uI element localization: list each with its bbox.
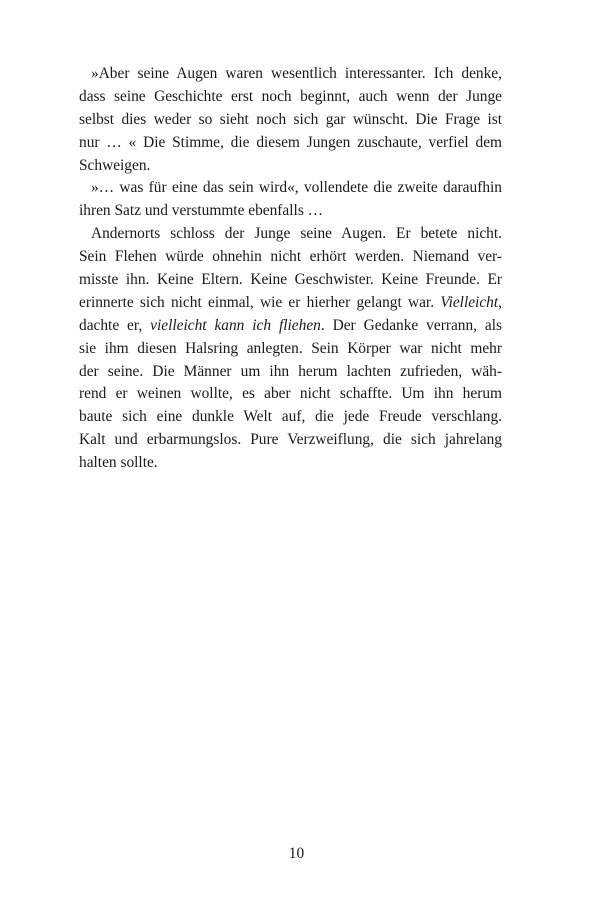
text-line	[79, 200, 502, 223]
text-line	[79, 269, 502, 292]
text-run: selbst dies weder so sieht noch sich gar wünscht. Die Frage ist	[79, 110, 502, 128]
text-line	[79, 406, 502, 429]
body-text	[79, 63, 502, 475]
text-run: erinnerte sich nicht einmal, wie er hierher gelangt war.	[79, 293, 441, 311]
text-line	[79, 383, 502, 406]
text-line	[79, 429, 502, 452]
text-run: ihren Satz und verstummte ebenfalls …	[79, 202, 324, 220]
text-run: »… was für eine das sein wird«, vollendete die zweite daraufhin	[91, 179, 502, 197]
text-line	[79, 452, 502, 475]
italic-run: Vielleicht	[440, 293, 499, 311]
text-run: der seine. Die Männer um ihn herum lachten zufrieden, wäh-	[79, 362, 502, 380]
text-line	[79, 292, 502, 315]
text-line	[79, 155, 502, 178]
text-line	[79, 63, 502, 86]
text-run: Andernorts schloss der Junge seine Augen. Er betete nicht.	[91, 225, 502, 243]
text-run: Kalt und erbarmungslos. Pure Verzweiflung, die sich jahrelang	[79, 431, 502, 449]
text-line	[79, 315, 502, 338]
text-run: . Der Gedanke verrann, als	[320, 316, 503, 334]
text-run: baute sich eine dunkle Welt auf, die jede Freude verschlang.	[79, 408, 502, 426]
text-run: Sein Flehen würde ohnehin nicht erhört werden. Niemand ver-	[79, 248, 502, 266]
text-run: halten sollte.	[79, 454, 158, 472]
text-line	[79, 223, 502, 246]
text-line	[79, 177, 502, 200]
text-run: dass seine Geschichte erst noch beginnt, auch wenn der Junge	[79, 87, 502, 105]
text-line	[79, 338, 502, 361]
text-line	[79, 86, 502, 109]
text-line	[79, 109, 502, 132]
text-run: ,	[498, 293, 502, 311]
page-number: 10	[288, 845, 305, 862]
text-run: rend er weinen wollte, es aber nicht schaffte. Um ihn herum	[79, 385, 502, 403]
text-run: misste ihn. Keine Eltern. Keine Geschwister. Keine Freunde. Er	[79, 271, 502, 289]
text-run: »Aber seine Augen waren wesentlich interessanter. Ich denke,	[91, 65, 502, 82]
text-run: dachte er,	[79, 316, 151, 334]
text-run: sie ihm diesen Halsring anlegten. Sein Körper war nicht mehr	[79, 339, 502, 357]
text-line	[79, 361, 502, 384]
text-line	[79, 246, 502, 269]
text-line	[79, 132, 502, 155]
italic-run: vielleicht kann ich fliehen	[150, 316, 321, 334]
text-run: nur … « Die Stimme, die diesem Jungen zuschaute, verfiel dem	[79, 133, 502, 151]
text-run: Schweigen.	[79, 156, 151, 174]
